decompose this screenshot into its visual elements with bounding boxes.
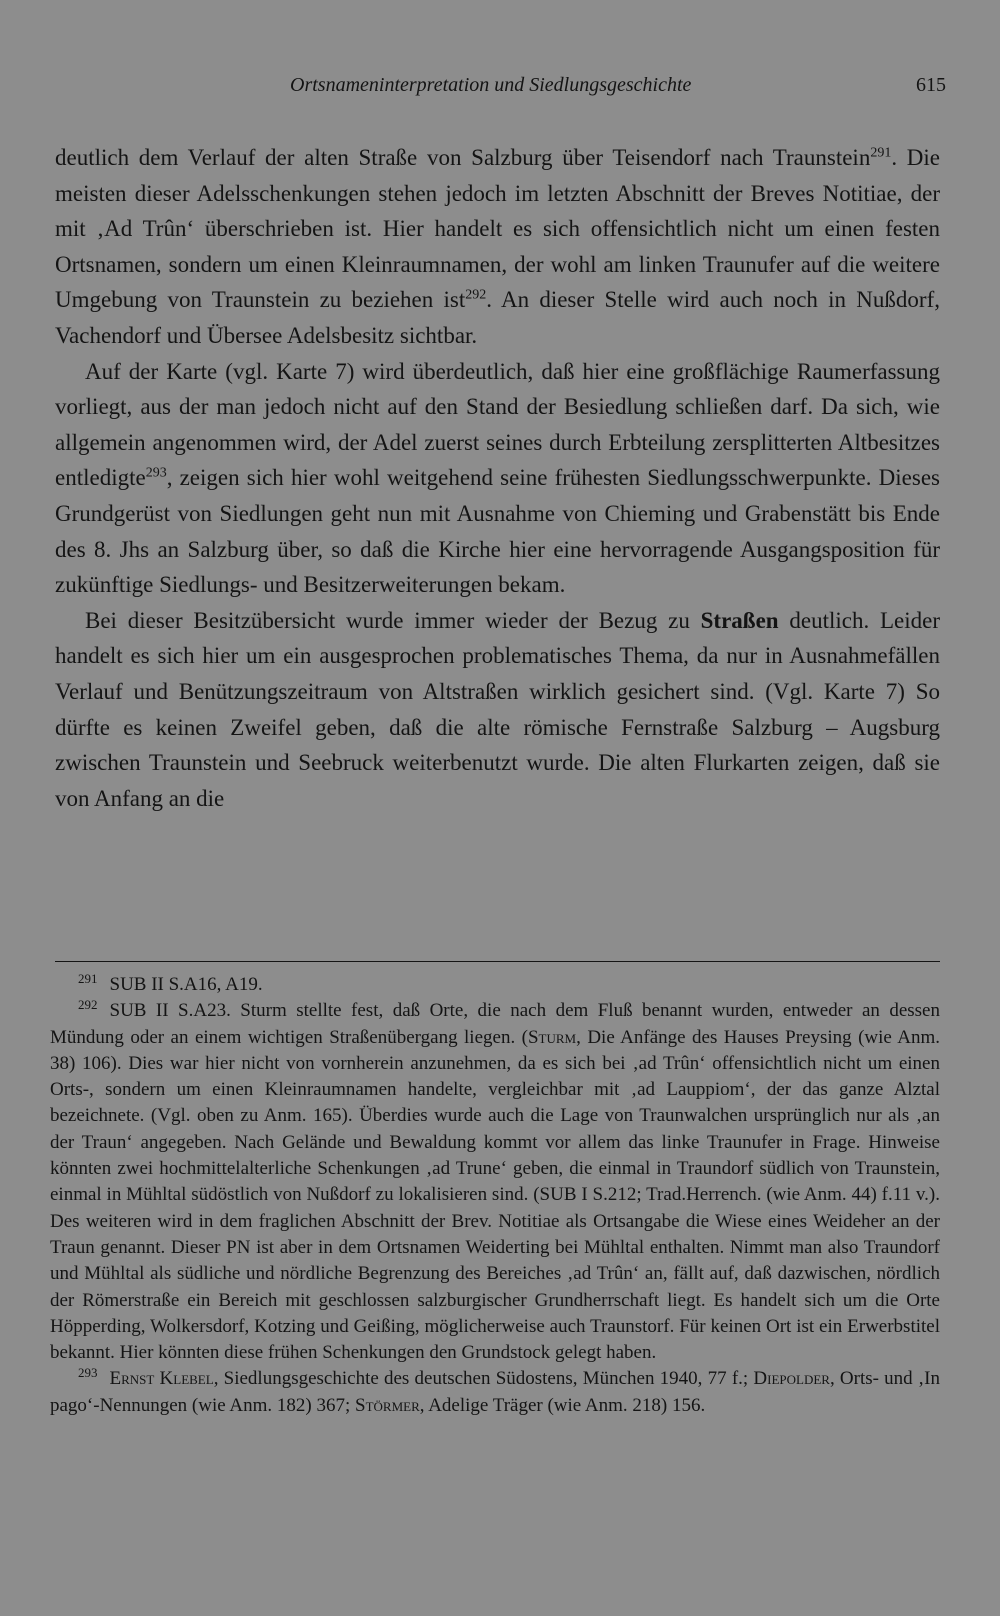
footnote-292 [50, 998, 940, 1366]
footnote-291 [50, 972, 940, 998]
running-title: Ortsnameninterpretation und Siedlungsgeschichte [290, 74, 692, 96]
footnote-293-text-a: , Siedlungsgeschichte des deutschen Südostens, München 1940, 77 f.; [213, 1368, 754, 1390]
footnote-293-text-b: , Orts- und ‚In pago‘-Nennungen (wie Anm. 182) 367; [50, 1368, 941, 1416]
paragraph-2-text-b: , zeigen sich hier wohl weitgehend seine frühesten Siedlungsschwerpunkte. Dieses Grundgerüst von Siedlungen geht nun mit Ausnahme von Chieming und Grabenstätt bis Ende des 8. Jhs an Salzburg über, so daß die Kirche hier eine hervorragende Ausgangsposition für zukünftige Siedlungs- und Besitzerweiterungen bekam. [55, 465, 940, 598]
footnotes [50, 972, 940, 1419]
paragraph-2 [55, 354, 940, 603]
paragraph-1-text-b: . Die meisten dieser Adelsschenkungen stehen jedoch im letzten Abschnitt der Breves Notitiae, der mit ‚Ad Trûn‘ überschrieben ist. Hier handelt es sich offensichtlich nicht um einen festen Ortsnamen, sondern um einen Kleinraumnamen, der wohl am linken Traunufer auf die weitere Umgebung von Traunstein zu beziehen ist [55, 145, 940, 313]
running-head [0, 74, 1000, 104]
footnote-291-text: SUB II S.A16, A19. [109, 974, 263, 995]
footnote-293-author-2: Diepolder [753, 1368, 830, 1390]
paragraph-3 [55, 603, 940, 817]
footnote-292-text-b: , Die Anfänge des Hauses Preysing (wie Anm. 38) 106). Dies war hier nicht von vornherein anzunehmen, da es sich bei ‚ad Trûn‘ offensichtlich nicht um einen Orts-, sondern um einen Kleinraumnamen handelte, vergleichbar mit ‚ad Lauppiom‘, der das ganze Alztal bezeichnete. (Vgl. oben zu Anm. 165). Überdies wurde auch die Lage von Traunwalchen ursprünglich nur als ‚an der Traun‘ angegeben. Nach Gelände und Bewaldung kommt vor allem das linke Traunufer in Frage. Hinweise könnten zwei hochmittelalterliche Schenkungen ‚ad Trune‘ geben, die einmal in Traundorf südlich von Traunstein, einmal in Mühltal südöstlich von Nußdorf zu lokalisieren sind. (SUB I S.212; Trad.Herrench. (wie Anm. 44) f.11 v.). Des weiteren wird in dem fraglichen Abschnitt der Brev. Notitiae als Ortsangabe die Wiese eines Weideher an der Traun genannt. Dieser PN ist aber in dem Ortsnamen Weiderting bei Mühltal enthalten. Nimmt man also Traundorf und Mühltal als südliche und nördliche Begrenzung des Bereiches ‚ad Trûn‘ an, fällt auf, daß dazwischen, nördlich der Römerstraße ein Bereich mit geschlossen salzburgischer Grundherrschaft liegt. Es handelt sich um die Orte Höpperding, Wolkersdorf, Kotzing und Geißing, möglicherweise auch Traunstorf. Für keinen Ort ist ein Erwerbstitel bekannt. Hier könnten diese frühen Schenkungen den Grundstock gelegt haben. [50, 1026, 940, 1364]
page-number: 615 [916, 74, 946, 96]
footnote-number-293: 293 [78, 1365, 98, 1381]
footnote-293 [50, 1366, 940, 1419]
paragraph-2-text-a: Auf der Karte (vgl. Karte 7) wird überdeutlich, daß hier eine großflächige Raumerfassung vorliegt, aus der man jedoch nicht auf den Stand der Besiedlung schließen darf. Da sich, wie allgemein angenommen wird, der Adel zuerst seines durch Erbteilung zersplitterten Altbesitzes entledigte [55, 358, 940, 491]
footnote-293-author-3: Störmer [355, 1394, 420, 1416]
paragraph-3-bold-term: Straßen [700, 607, 779, 633]
footnote-292-text-a: SUB II S.A23. Sturm stellte fest, daß Orte, die nach dem Fluß benannt wurden, entweder an dessen Mündung oder an einem wichtigen Straßenübergang liegen. ( [50, 1000, 940, 1048]
main-text [55, 140, 940, 816]
footnote-number-292: 292 [78, 996, 98, 1012]
paragraph-3-text-a: Bei dieser Besitzübersicht wurde immer wieder der Bezug zu [85, 607, 701, 633]
footnote-number-291: 291 [78, 970, 98, 986]
footnote-293-author-1: Ernst Klebel [109, 1368, 214, 1390]
paragraph-1-text-a: deutlich dem Verlauf der alten Straße von Salzburg über Teisendorf nach Traunstein [55, 145, 871, 170]
footnote-ref-292[interactable]: 292 [465, 287, 487, 303]
footnote-ref-293[interactable]: 293 [145, 465, 167, 481]
paragraph-1-text-c: . An dieser Stelle wird auch noch in Nußdorf, Vachendorf und Übersee Adelsbesitz sichtbar. [55, 287, 940, 348]
footnote-separator [55, 961, 940, 962]
footnote-292-author: Sturm [527, 1026, 577, 1048]
footnote-293-text-c: , Adelige Träger (wie Anm. 218) 156. [419, 1394, 706, 1416]
footnote-ref-291[interactable]: 291 [870, 145, 892, 161]
paragraph-1 [55, 140, 940, 354]
paragraph-3-text-b: deutlich. Leider handelt es sich hier um ein ausgesprochen problematisches Thema, da nur in Ausnahmefällen Verlauf und Benützungszeitraum von Altstraßen wirklich gesichert sind. (Vgl. Karte 7) So dürfte es keinen Zweifel geben, daß die alte römische Fernstraße Salzburg – Augsburg zwischen Traunstein und Seebruck weiterbenutzt wurde. Die alten Flurkarten zeigen, daß sie von Anfang an die [55, 607, 940, 811]
